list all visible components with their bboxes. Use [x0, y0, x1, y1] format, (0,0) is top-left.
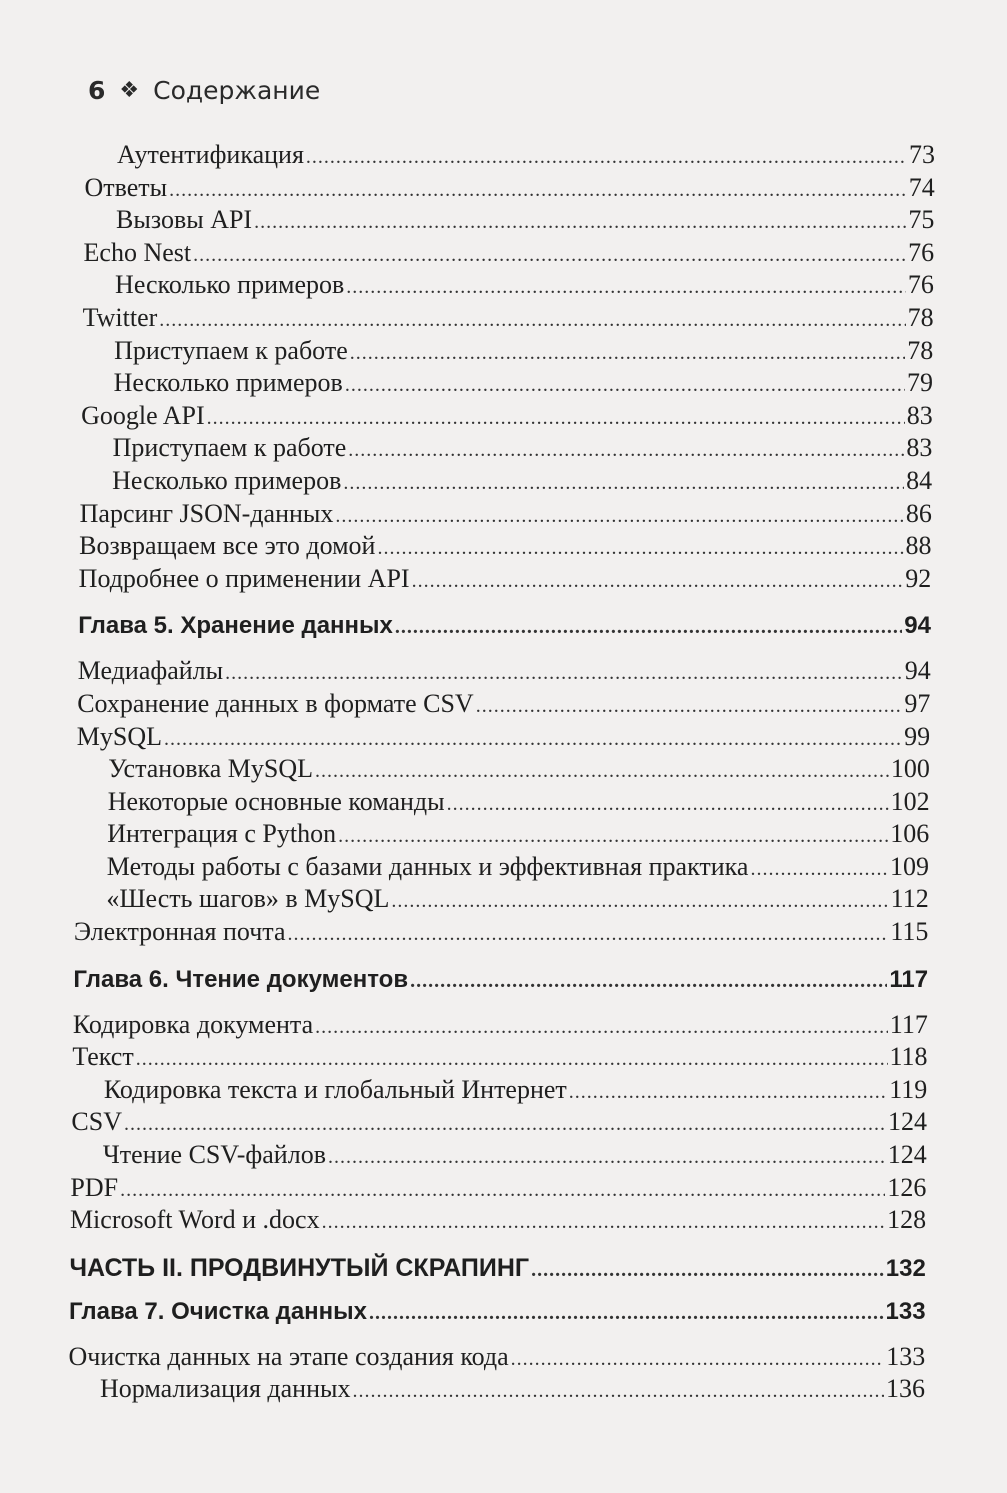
- toc-entry: [112, 466, 932, 499]
- toc-entry-page: 115: [890, 917, 929, 947]
- toc-entry-page: 106: [890, 819, 930, 849]
- toc-entry: [72, 1042, 927, 1075]
- toc-entry-page: 88: [905, 531, 932, 561]
- toc-entry: [70, 1173, 926, 1206]
- toc-entry-title: Очистка данных на этапе создания кода: [68, 1341, 509, 1371]
- toc-entry-title: Методы работы с базами данных и эффективная практика: [106, 851, 749, 881]
- toc-entry-title: CSV: [71, 1107, 122, 1137]
- dot-leader: [369, 1302, 884, 1325]
- toc-entry: [114, 336, 933, 369]
- toc-entry-title: MySQL: [76, 721, 162, 751]
- toc-entry-title: Microsoft Word и .docx: [69, 1205, 320, 1235]
- toc-entry-title: Парсинг JSON-данных: [79, 498, 334, 528]
- dot-leader: [447, 793, 889, 816]
- toc-entry-title: Сохранение данных в формате CSV: [77, 688, 474, 718]
- toc-entry: [74, 917, 929, 950]
- toc-entry: [107, 852, 929, 885]
- dot-leader: [169, 179, 907, 202]
- dot-leader: [395, 616, 902, 639]
- toc-entry-title: Текст: [72, 1042, 134, 1072]
- toc-entry-title: Медиафайлы: [77, 656, 224, 686]
- toc-entry-page: 74: [908, 172, 935, 202]
- toc-entry-page: 83: [906, 433, 933, 463]
- dot-leader: [193, 244, 906, 267]
- toc-entry-page: 84: [906, 465, 933, 495]
- toc-entry-title: PDF: [70, 1172, 119, 1202]
- dot-leader: [391, 890, 888, 913]
- toc-entry: [107, 819, 929, 852]
- toc-entry-page: 94: [904, 656, 931, 686]
- toc-entry: [103, 1140, 927, 1173]
- toc-entry: [79, 531, 931, 564]
- toc-entry-title: Возвращаем все это домой: [79, 531, 376, 561]
- toc-entry-title: Echo Nest: [83, 237, 192, 267]
- dot-leader: [164, 728, 902, 751]
- dot-leader: [348, 439, 904, 462]
- dot-leader: [159, 309, 905, 332]
- toc-entry-page: 76: [908, 237, 935, 267]
- dot-leader: [750, 858, 888, 881]
- toc-entry-title: «Шесть шагов» в MySQL: [106, 884, 390, 914]
- toc-entry: [113, 433, 933, 466]
- toc-entry-title: Несколько примеров: [115, 270, 345, 300]
- toc-entry-page: 119: [889, 1074, 928, 1104]
- toc-entry: [71, 1107, 927, 1140]
- page-number: 6: [88, 76, 106, 105]
- dot-leader: [306, 146, 907, 169]
- dot-leader: [476, 695, 903, 718]
- toc-entry-page: 133: [885, 1297, 926, 1325]
- toc-entry: [80, 499, 932, 532]
- toc-entry-page: 118: [889, 1042, 928, 1072]
- toc-entry-page: 117: [889, 1009, 928, 1039]
- dot-leader: [288, 923, 889, 946]
- dot-leader: [343, 472, 904, 495]
- toc-entry: [70, 1205, 926, 1238]
- toc-entry: [116, 205, 934, 238]
- dot-leader: [315, 1016, 888, 1039]
- dot-leader: [207, 407, 905, 430]
- toc-entry-title: ЧАСТЬ II. ПРОДВИНУТЫЙ СКРАПИНГ: [69, 1253, 530, 1282]
- toc-entry-page: 109: [889, 851, 929, 881]
- dot-leader: [350, 342, 906, 365]
- toc-entry-title: Кодировка текста и глобальный Интернет: [103, 1074, 567, 1104]
- toc-entry: [78, 656, 931, 689]
- toc-entry: [68, 1342, 925, 1375]
- toc-entry-title: Глава 6. Чтение документов: [73, 965, 409, 993]
- toc-entry-title: Ответы: [84, 172, 168, 202]
- toc-entry-title: Некоторые основные команды: [107, 786, 445, 816]
- dot-leader: [136, 1048, 888, 1071]
- toc-entry-page: 92: [905, 563, 932, 593]
- ornament-icon: ❖: [119, 78, 140, 103]
- toc-entry-page: 124: [887, 1140, 927, 1170]
- toc-entry: [79, 564, 932, 597]
- toc-entry-page: 97: [904, 688, 931, 718]
- toc-entry-page: 133: [886, 1341, 926, 1371]
- toc-entry-title: Кодировка документа: [72, 1009, 314, 1039]
- dot-leader: [352, 1380, 884, 1403]
- toc-entry: [77, 689, 930, 722]
- toc-entry: [117, 140, 935, 173]
- toc-entry-title: Чтение CSV-файлов: [102, 1140, 326, 1170]
- toc-entry-page: 99: [904, 721, 931, 751]
- dot-leader: [254, 211, 906, 234]
- toc-entry-page: 79: [906, 368, 933, 398]
- toc-entry: [100, 1374, 925, 1407]
- dot-leader: [120, 1179, 885, 1202]
- toc-entry: [81, 401, 933, 434]
- toc-entry-title: Несколько примеров: [112, 465, 342, 495]
- toc-entry-title: Нормализация данных: [100, 1374, 351, 1404]
- toc-entry-title: Глава 7. Очистка данных: [68, 1297, 368, 1325]
- toc-entry-page: 128: [887, 1205, 927, 1235]
- dot-leader: [346, 276, 906, 299]
- toc-entry: [115, 270, 934, 303]
- dot-leader: [377, 537, 903, 560]
- dot-leader: [335, 505, 903, 528]
- toc-entry-page: 132: [885, 1254, 926, 1282]
- dot-leader: [225, 662, 903, 685]
- header-title: Содержание: [153, 76, 321, 105]
- dot-leader: [412, 570, 904, 593]
- dot-leader: [322, 1211, 886, 1234]
- toc-entry: [106, 884, 928, 917]
- toc-entry: [84, 238, 935, 271]
- toc-entry-page: 78: [907, 335, 934, 365]
- toc-chapter-entry: [69, 1298, 926, 1342]
- dot-leader: [315, 760, 889, 783]
- toc-entry-page: 117: [889, 965, 929, 993]
- toc-entry-title: Вызовы API: [116, 205, 253, 235]
- toc-entry: [108, 754, 930, 787]
- toc-entry: [114, 368, 933, 401]
- toc-entry-page: 73: [909, 140, 935, 169]
- toc-entry-page: 86: [905, 498, 932, 528]
- dot-leader: [124, 1113, 886, 1136]
- dot-leader: [410, 970, 887, 993]
- toc-entry-title: Приступаем к работе: [114, 335, 348, 365]
- toc-entry-title: Twitter: [82, 302, 158, 332]
- toc-entry: [104, 1075, 927, 1108]
- toc-chapter-entry: [69, 1254, 925, 1298]
- toc-entry-page: 75: [908, 205, 935, 235]
- toc-entry-page: 76: [907, 270, 934, 300]
- dot-leader: [345, 374, 905, 397]
- toc-entry-title: Приступаем к работе: [112, 433, 347, 463]
- table-of-contents: [0, 140, 1007, 1407]
- toc-entry-title: Установка MySQL: [108, 754, 313, 784]
- dot-leader: [569, 1081, 887, 1104]
- toc-entry-page: 112: [890, 884, 929, 914]
- toc-chapter-entry: [73, 966, 928, 1010]
- toc-entry-title: Google API: [81, 400, 205, 430]
- dot-leader: [531, 1259, 884, 1282]
- toc-entry: [108, 787, 930, 820]
- toc-entry-title: Интеграция с Python: [107, 819, 337, 849]
- toc-entry: [73, 1010, 928, 1043]
- toc-entry-page: 102: [890, 786, 930, 816]
- running-header: [88, 76, 320, 105]
- toc-entry-title: Аутентификация: [117, 140, 304, 169]
- toc-entry-page: 100: [890, 754, 930, 784]
- toc-entry-title: Глава 5. Хранение данных: [78, 612, 393, 640]
- toc-entry-page: 83: [906, 400, 933, 430]
- dot-leader: [338, 825, 888, 848]
- toc-entry-page: 126: [887, 1172, 927, 1202]
- toc-entry-page: 124: [887, 1107, 927, 1137]
- dot-leader: [511, 1348, 885, 1371]
- toc-entry-title: Несколько примеров: [113, 368, 343, 398]
- toc-chapter-entry: [78, 612, 931, 656]
- toc-entry-page: 136: [886, 1374, 925, 1404]
- dot-leader: [328, 1146, 886, 1169]
- toc-entry-title: Электронная почта: [73, 917, 286, 947]
- toc-entry-title: Подробнее о применении API: [78, 563, 410, 593]
- toc-entry-page: 94: [904, 612, 931, 640]
- toc-entry: [83, 303, 934, 336]
- toc-entry-page: 78: [907, 302, 934, 332]
- toc-entry: [85, 173, 935, 206]
- toc-entry: [77, 722, 930, 755]
